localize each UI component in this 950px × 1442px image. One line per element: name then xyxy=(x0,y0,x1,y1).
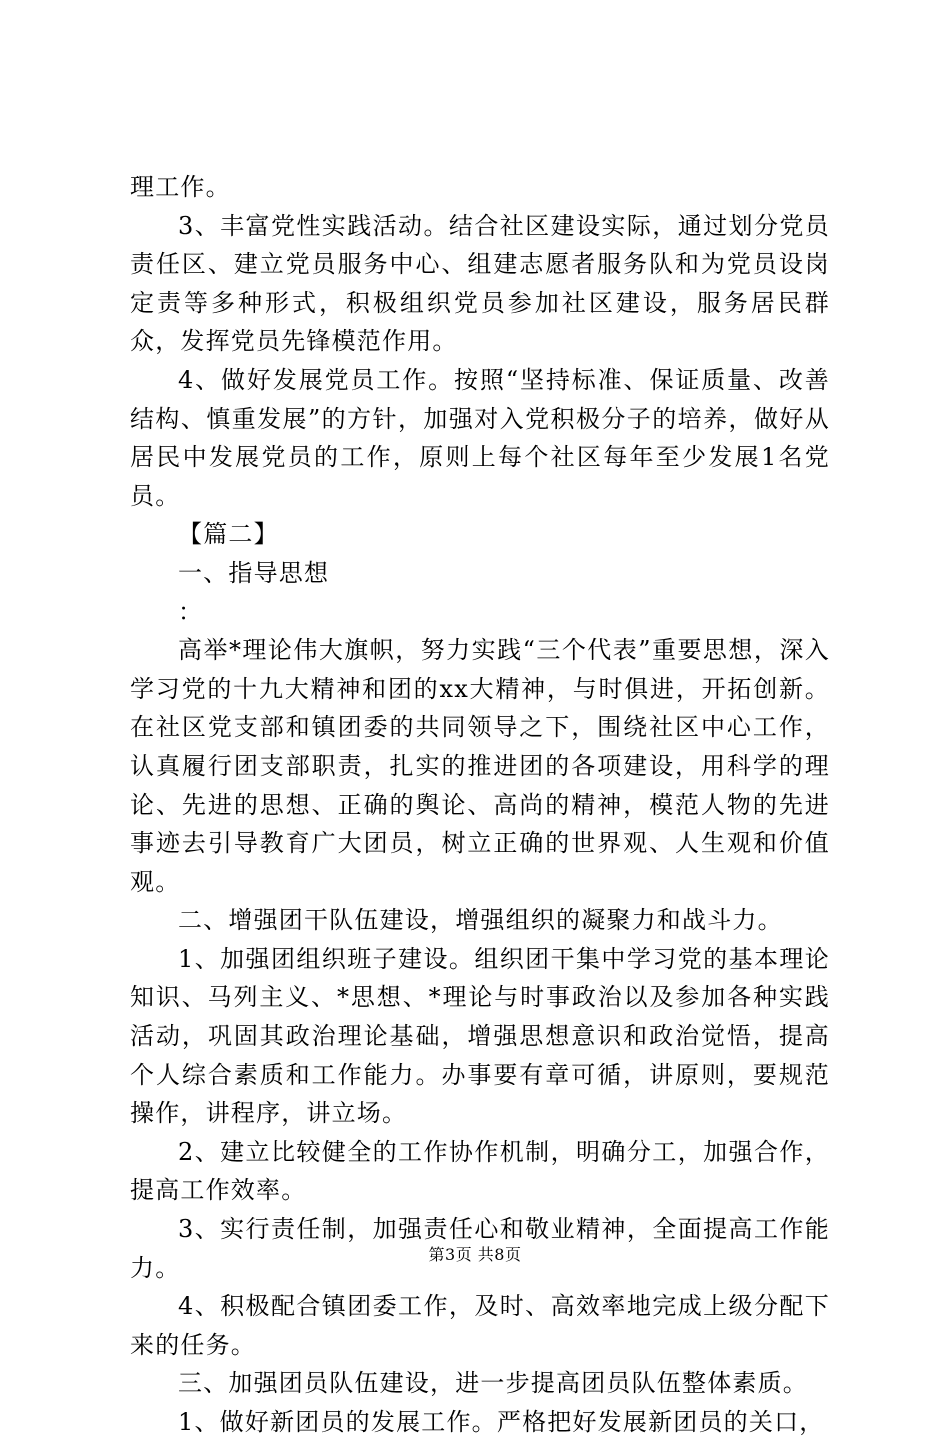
paragraph-item-3-party-practice: 3、丰富党性实践活动。结合社区建设实际，通过划分党员责任区、建立党员服务中心、组建志愿者服务队和为党员设岗定责等多种形式，积极组织党员参加社区建设，服务居民群众，发挥党员先锋模范作用。 xyxy=(130,211,830,356)
page-number-footer: 第3页 共8页 xyxy=(428,1245,522,1264)
paragraph-section-two-item-1: 1、加强团组织班子建设。组织团干集中学习党的基本理论知识、马列主义、*思想、*理论与时事政治以及参加各种实践活动，巩固其政治理论基础，增强思想意识和政治觉悟，提高个人综合素质和工作能力。办事要有章可循，讲原则，要规范操作，讲程序，讲立场。 xyxy=(130,944,830,1128)
section-heading-part-two: 【篇二】 xyxy=(178,520,279,549)
heading-section-two: 二、增强团干队伍建设，增强组织的凝聚力和战斗力。 xyxy=(178,906,783,935)
paragraph-item-4-member-development: 4、做好发展党员工作。按照“坚持标准、保证质量、改善结构、慎重发展”的方针，加强对入党积极分子的培养，做好从居民中发展党员的工作，原则上每个社区每年至少发展1名党员。 xyxy=(130,365,830,510)
paragraph-section-three-item-1: 1、做好新团员的发展工作。严格把好发展新团员的关口， xyxy=(178,1408,825,1436)
paragraph-section-two-item-3: 3、实行责任制，加强责任心和敬业精神，全面提高工作能力。 xyxy=(130,1215,830,1282)
heading-colon: ： xyxy=(178,597,204,626)
paragraph-section-two-item-2: 2、建立比较健全的工作协作机制，明确分工，加强合作，提高工作效率。 xyxy=(130,1137,830,1205)
paragraph-continuation: 理工作。 xyxy=(130,173,231,201)
heading-section-three: 三、加强团员队伍建设，进一步提高团员队伍整体素质。 xyxy=(178,1369,808,1398)
paragraph-section-two-item-4: 4、积极配合镇团委工作，及时、高效率地完成上级分配下来的任务。 xyxy=(130,1292,830,1359)
paragraph-guiding-ideology-body: 高举*理论伟大旗帜，努力实践“三个代表”重要思想，深入学习党的十九大精神和团的xx大精神，与时俱进，开拓创新。在社区党支部和镇团委的共同领导之下，围绕社区中心工作，认真履行团支部职责，扎实的推进团的各项建设，用科学的理论、先进的思想、正确的舆论、高尚的精神，模范人物的先进事迹去引导教育广大团员，树立正确的世界观、人生观和价值观。 xyxy=(130,636,830,896)
heading-guiding-ideology: 一、指导思想 xyxy=(178,558,330,587)
